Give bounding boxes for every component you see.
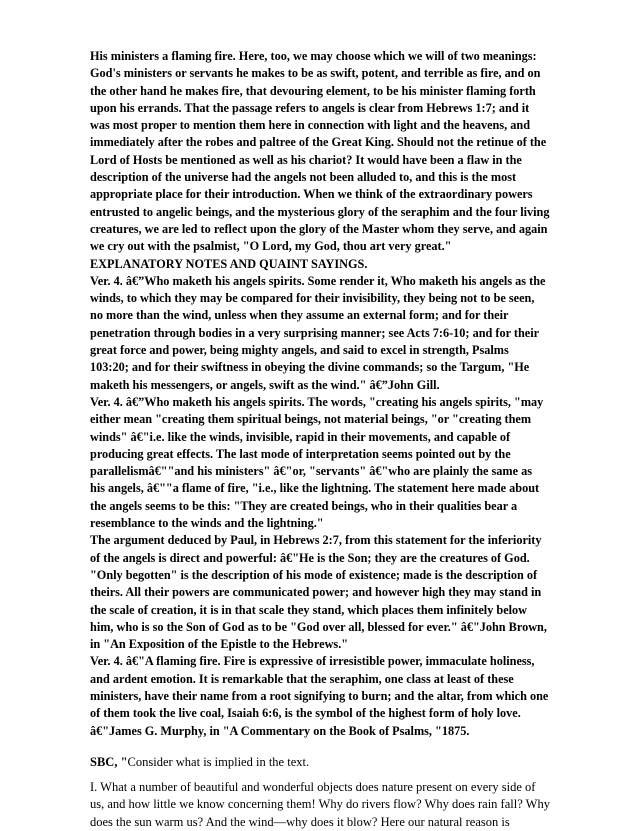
commentary-block	[90, 48, 550, 740]
sbc-line	[90, 754, 550, 771]
commentary-paragraph: His ministers a flaming fire. Here, too, we may choose which we will of two meanings: God's ministers or servants he makes to be as swift, potent, and terrible as fire, and on the other hand he makes fire, that devouring element, to be his minister flaming forth upon his errands. That the passage refers to angels is clear from Hebrews 1:7; and it was most proper to mention them here in connection with light and the heavens, and immediately after the robes and paltree of the Great King. Should not the retinue of the Lord of Hosts be mentioned as well as his chariot? It would have been a flaw in the description of the universe had the angels not been alluded to, and this is the most appropriate place for their introduction. When we think of the extraordinary powers entrusted to angelic beings, and the mysterious glory of the seraphim and the four living creatures, we are led to reflect upon the glory of the Master whom they serve, and again we cry out with the psalmist, "O Lord, my God, thou art very great."	[90, 49, 550, 254]
commentary-paragraph: Ver. 4. â€"A flaming fire. Fire is expressive of irresistible power, immaculate holiness, and ardent emotion. It is remarkable that the seraphim, one class at least of these ministers, have their name from a root signifying to burn; and the altar, from which one of them took the live coal, Isaiah 6:6, is the symbol of the highest form of holy love. â€"James G. Murphy, in "A Commentary on the Book of Psalms, "1875.	[90, 654, 549, 738]
sbc-text: Consider what is implied in the text.	[127, 754, 310, 769]
document-page	[90, 48, 550, 831]
body-paragraph: I. What a number of beautiful and wonderful objects does nature present on every side of us, and how little we know concerning them! Why do rivers flow? Why does rain fall? Why does the sun warm us? And the wind—why does it blow? Here our natural reason is	[90, 780, 550, 829]
section-heading: EXPLANATORY NOTES AND QUAINT SAYINGS.	[90, 256, 368, 271]
commentary-paragraph: Ver. 4. â€”Who maketh his angels spirits. Some render it, Who maketh his angels as the winds, to which they may be compared for their invisibility, they being not to be seen, no more than the wind, unless when they assume an external form; and for their penetration through bodies in a very surprising manner; see Acts 7:6-10; and for their great force and power, being mighty angels, and said to excel in strength, Psalms 103:20; and for their swiftness in obeying the divine commands; so the Targum, "He maketh his messengers, or angels, swift as the wind." â€”John Gill.	[90, 273, 546, 392]
sbc-label: SBC, "	[90, 754, 128, 769]
commentary-paragraph: Ver. 4. â€”Who maketh his angels spirits. The words, "creating his angels spirits, "may either mean "creating them spiritual beings, not material beings, "or "creating them winds" â€"i.e. like the winds, invisible, rapid in their movements, and capable of producing great effects. The last mode of interpretation seems pointed out by the parallelismâ€""and his ministers" â€"or, "servants" â€"who are plainly the same as his angels, â€""a flame of fire, "i.e., like the lightning. The statement here made about the angels seems to be this: "They are created beings, who in their qualities bear a resemblance to the winds and the lightning."	[90, 394, 544, 531]
commentary-paragraph: The argument deduced by Paul, in Hebrews 2:7, from this statement for the inferiority of the angels is direct and powerful: â€"He is the Son; they are the creatures of God. "Only begotten" is the description of his mode of existence; made is the description of theirs. All their powers are communicated power; and however high they may stand in the scale of creation, it is in that scale they stand, which places them infinitely below him, who is so the Son of God as to be "God over all, blessed for ever." â€"John Brown, in "An Exposition of the Epistle to the Hebrews."	[90, 533, 547, 652]
